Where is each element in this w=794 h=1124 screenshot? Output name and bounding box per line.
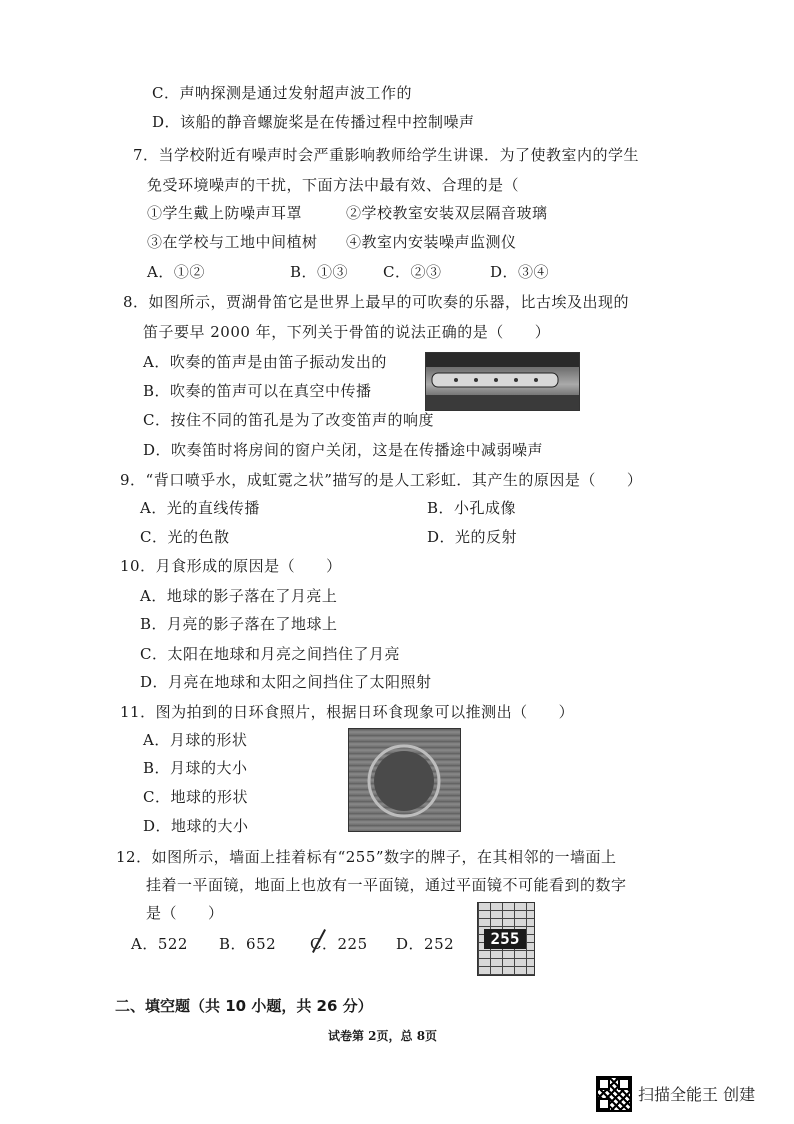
q7-option-a: A．①② xyxy=(147,263,205,281)
q7-item-4: ④教室内安装噪声监测仪 xyxy=(346,233,517,251)
q7-option-b: B．①③ xyxy=(290,263,349,281)
q8-stem-line2: 笛子要早 2000 年，下列关于骨笛的说法正确的是（ ） xyxy=(143,323,551,341)
eclipse-ring-drawing xyxy=(349,729,460,831)
section-heading: 二、填空题（共 10 小题，共 26 分） xyxy=(115,997,373,1015)
q8-stem-line1: 8．如图所示，贾湖骨笛它是世界上最早的可吹奏的乐器，比古埃及出现的 xyxy=(123,293,630,311)
scanner-watermark: 扫描全能王 创建 xyxy=(638,1085,756,1104)
q10-option-c: C．太阳在地球和月亮之间挡住了月亮 xyxy=(140,645,400,663)
q9-option-b: B．小孔成像 xyxy=(427,499,517,517)
q12-stem-line2: 挂着一平面镜，地面上也放有一平面镜，通过平面镜不可能看到的数字 xyxy=(146,876,627,894)
q10-option-b: B．月亮的影子落在了地球上 xyxy=(140,615,338,633)
q12-option-a: A．522 xyxy=(131,935,188,953)
q12-option-c: C．225 xyxy=(310,935,368,953)
q6-option-c: C．声呐探测是通过发射超声波工作的 xyxy=(152,84,412,102)
bone-flute-drawing xyxy=(426,353,579,410)
q10-option-a: A．地球的影子落在了月亮上 xyxy=(140,587,338,605)
annular-eclipse-photo xyxy=(348,728,461,832)
q10-option-d: D．月亮在地球和太阳之间挡住了太阳照射 xyxy=(140,673,432,691)
q9-option-a: A．光的直线传播 xyxy=(140,499,260,517)
q9-stem: 9．“背口喷乎水，成虹霓之状”描写的是人工彩虹．其产生的原因是（ ） xyxy=(120,471,643,489)
q10-stem: 10．月食形成的原因是（ ） xyxy=(120,557,342,575)
q11-stem: 11．图为拍到的日环食照片，根据日环食现象可以推测出（ ） xyxy=(120,703,575,721)
number-sign: 255 xyxy=(484,929,526,949)
bone-flute-photo xyxy=(425,352,580,411)
q12-option-b: B．652 xyxy=(219,935,277,953)
q7-item-3: ③在学校与工地中间植树 xyxy=(147,233,318,251)
q11-option-a: A．月球的形状 xyxy=(143,731,248,749)
q8-option-b: B．吹奏的笛声可以在真空中传播 xyxy=(143,382,372,400)
q12-stem-line3: 是（ ） xyxy=(146,904,224,922)
q7-item-2: ②学校教室安装双层隔音玻璃 xyxy=(346,204,548,222)
q11-option-c: C．地球的形状 xyxy=(143,788,248,806)
q11-option-d: D．地球的大小 xyxy=(143,817,249,835)
page-footer: 试卷第 2页，总 8页 xyxy=(328,1029,438,1043)
q8-option-a: A．吹奏的笛声是由笛子振动发出的 xyxy=(143,353,387,371)
q7-option-c: C．②③ xyxy=(383,263,442,281)
q12-stem-line1: 12．如图所示，墙面上挂着标有“255”数字的牌子，在其相邻的一墙面上 xyxy=(116,848,617,866)
q7-option-d: D．③④ xyxy=(490,263,550,281)
q12-option-d: D．252 xyxy=(396,935,455,953)
q6-option-d: D．该船的静音螺旋桨是在传播过程中控制噪声 xyxy=(152,113,475,131)
brick-wall-sign-figure xyxy=(477,902,535,976)
q9-option-c: C．光的色散 xyxy=(140,528,230,546)
q8-option-d: D．吹奏笛时将房间的窗户关闭，这是在传播途中减弱噪声 xyxy=(143,441,544,459)
q7-stem-line2: 免受环境噪声的干扰，下面方法中最有效、合理的是（ xyxy=(147,176,520,194)
q8-option-c: C．按住不同的笛孔是为了改变笛声的响度 xyxy=(143,411,434,429)
q11-option-b: B．月球的大小 xyxy=(143,759,248,777)
qr-code-icon xyxy=(596,1076,632,1112)
q9-option-d: D．光的反射 xyxy=(427,528,518,546)
q7-item-1: ①学生戴上防噪声耳罩 xyxy=(147,204,303,222)
q7-stem-line1: 7．当学校附近有噪声时会严重影响教师给学生讲课．为了使教室内的学生 xyxy=(133,146,640,164)
